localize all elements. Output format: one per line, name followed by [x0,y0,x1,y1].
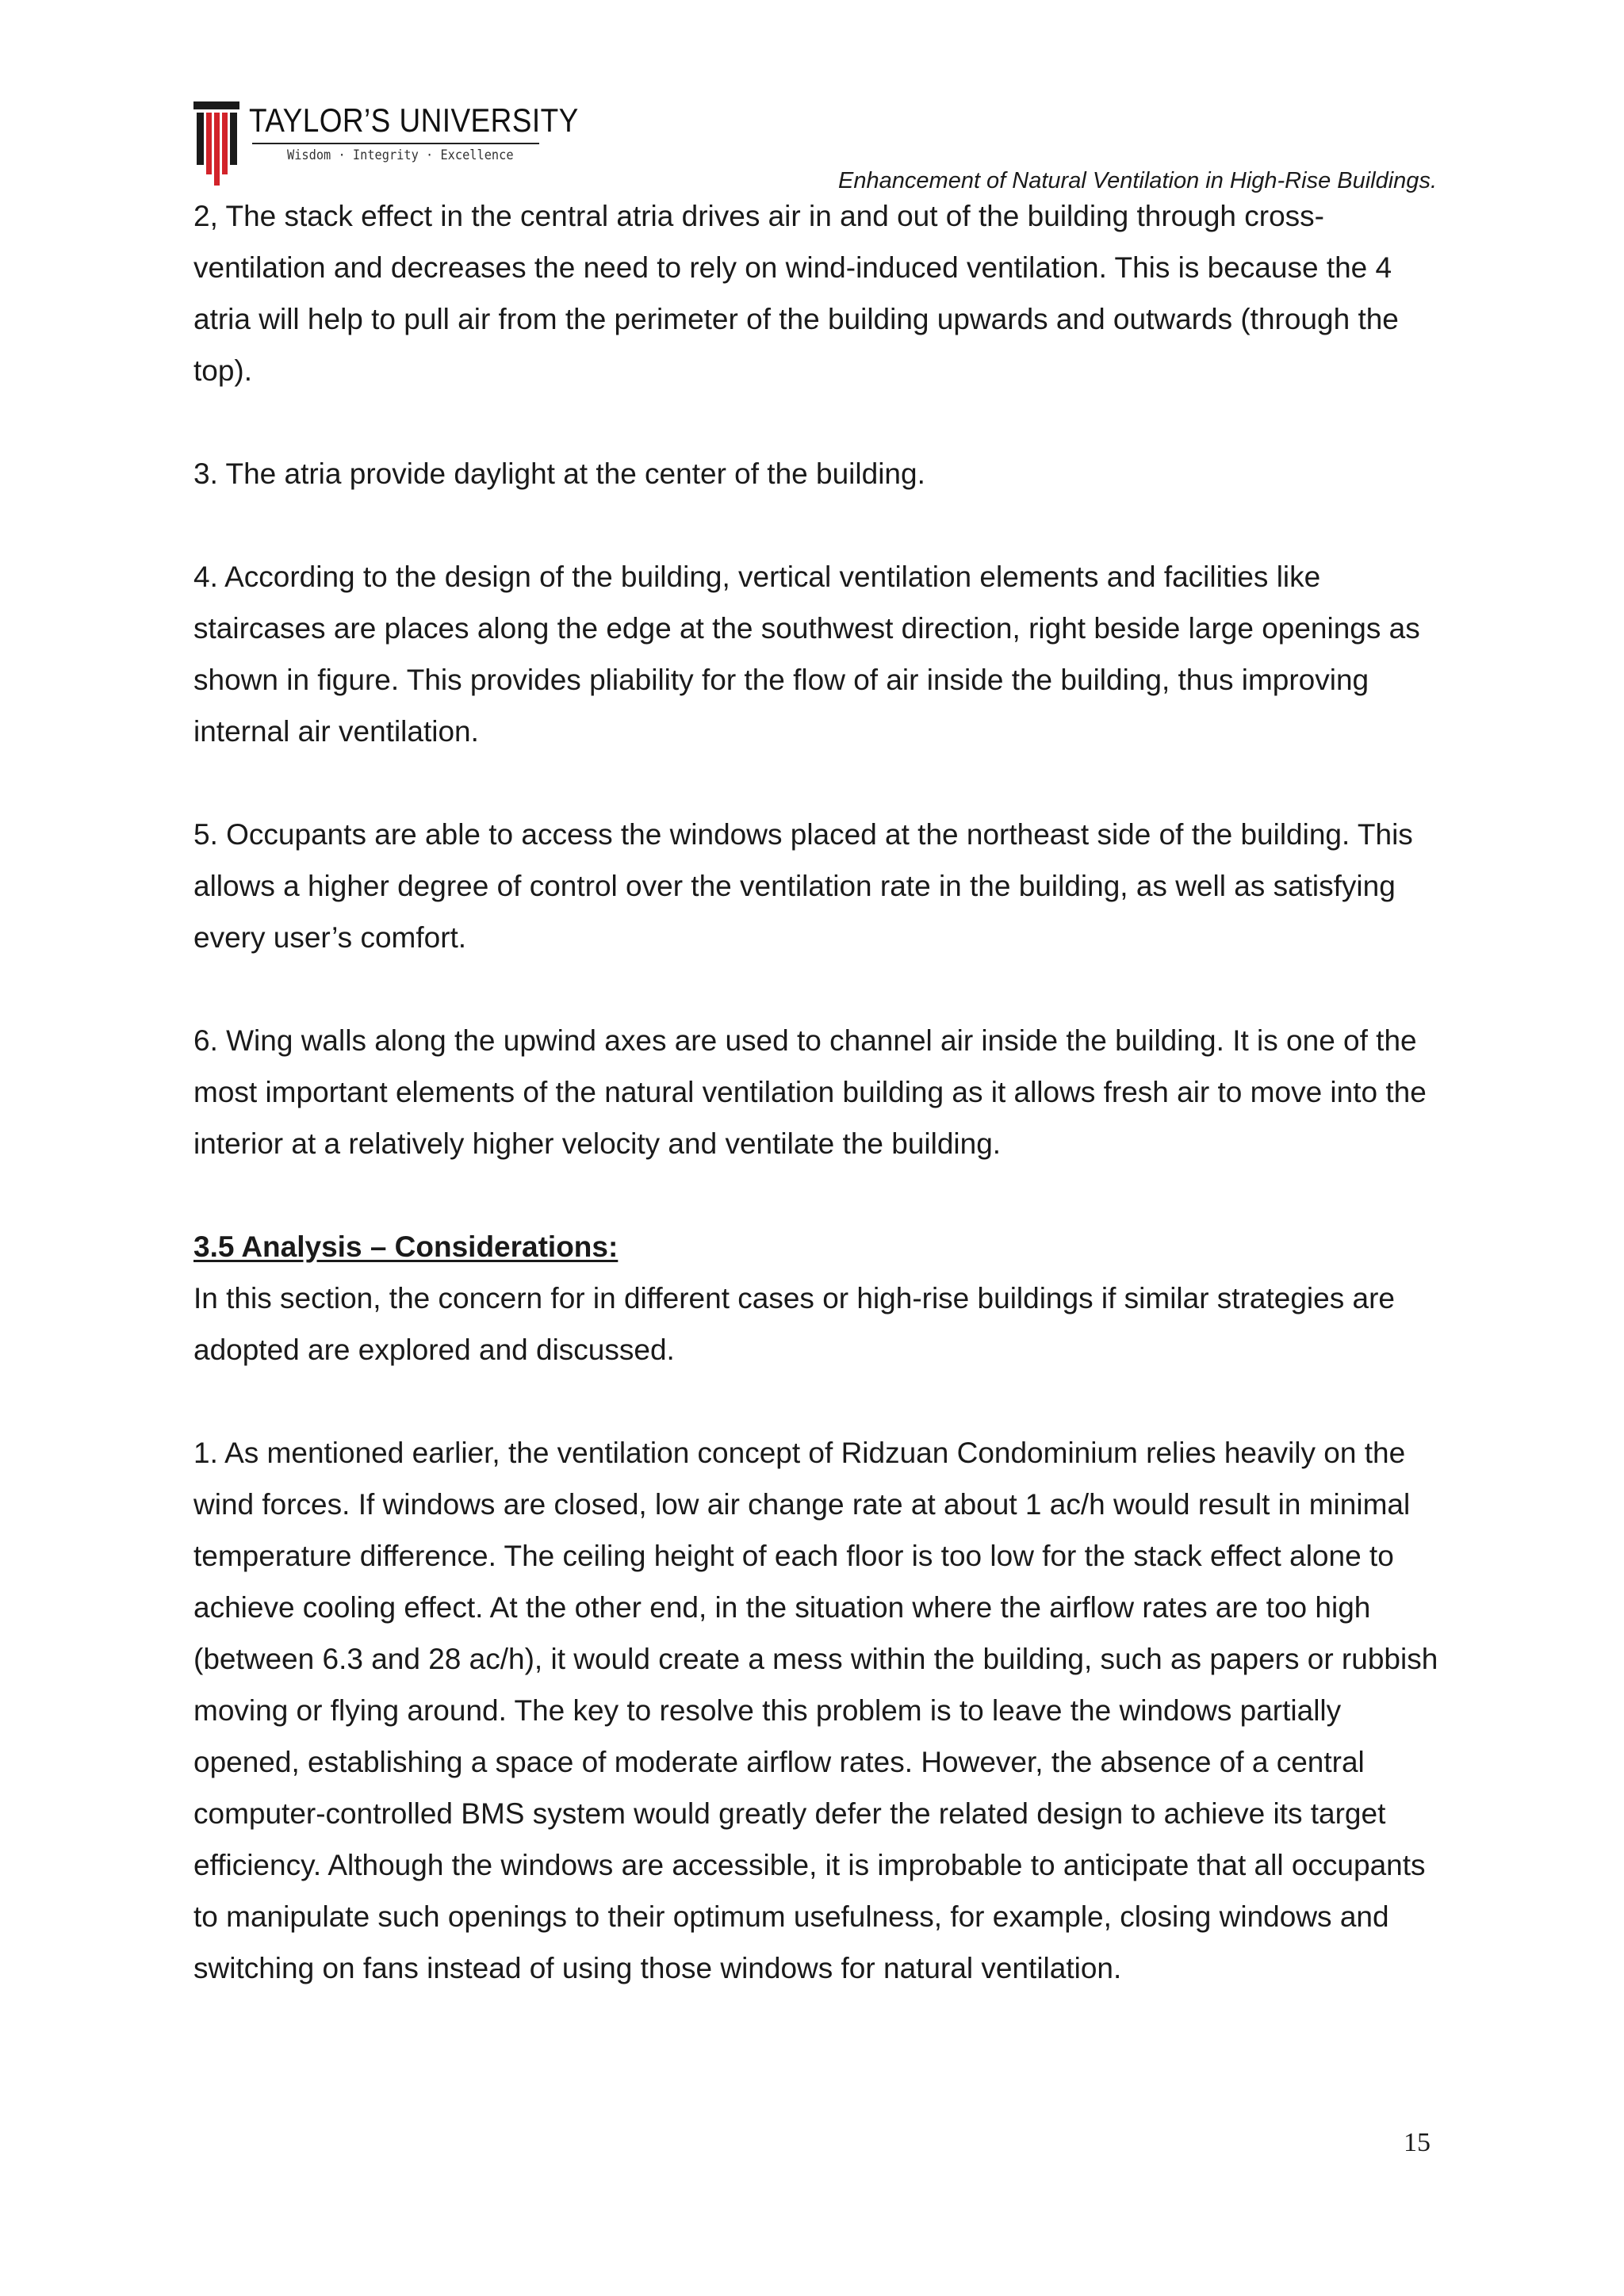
consideration-point-1: 1. As mentioned earlier, the ventilation concept of Ridzuan Condominium relies heavily on the wind forces. If windows are closed, low air change rate at about 1 ac/h would result in minimal temperature difference. The ceiling height of each floor is too low for the stack effect alone to achieve cooling effect. At the other end, in the situation where the airflow rates are too high (between 6.3 and 28 ac/h), it would create a mess within the building, such as papers or rubbish moving or flying around. The key to resolve this problem is to leave the windows partially opened, establishing a space of moderate airflow rates. However, the absence of a central computer-controlled BMS system would greatly defer the related design to achieve its target efficiency. Although the windows are accessible, it is improbable to anticipate that all occupants to manipulate such openings to their optimum usefulness, for example, closing windows and switching on fans instead of using those windows for natural ventilation. [193,1437,1438,1984]
logo-divider [252,143,539,144]
paragraph-point-2: 2, The stack effect in the central atria drives air in and out of the building through cross-ventilation and decreases the need to rely on wind-induced ventilation. This is because the 4 atria will help to pull air from the perimeter of the building upwards and outwards (through the top). [193,200,1399,387]
paragraph-point-4: 4. According to the design of the building, vertical ventilation elements and facilities like staircases are places along the edge at the southwest direction, right beside large openings as shown in figure. This provides pliability for the flow of air inside the building, thus improving internal air ventilation. [193,561,1420,748]
paragraph-point-6: 6. Wing walls along the upwind axes are used to channel air inside the building. It is one of the most important elements of the natural ventilation building as it allows fresh air to move into the interior at a relatively higher velocity and ventilate the building. [193,1024,1427,1160]
logo-name: TAYLOR’S UNIVERSITY [249,101,579,139]
section-intro: In this section, the concern for in different cases or high-rise buildings if similar strategies are adopted are explored and discussed. [193,1282,1395,1366]
paragraph-point-3: 3. The atria provide daylight at the center of the building. [193,457,925,490]
section-heading: 3.5 Analysis – Considerations: [193,1230,619,1263]
page-number: 15 [1404,2128,1431,2157]
main-content [193,190,1446,2045]
university-logo [193,101,579,189]
logo-tagline: Wisdom · Integrity · Excellence [287,147,514,163]
university-crest-icon [193,101,239,189]
paragraph-point-5: 5. Occupants are able to access the windows placed at the northeast side of the building. This allows a higher degree of control over the ventilation rate in the building, as well as satisfying every user’s comfort. [193,818,1413,954]
running-header: Enhancement of Natural Ventilation in High-Rise Buildings. [838,168,1437,193]
